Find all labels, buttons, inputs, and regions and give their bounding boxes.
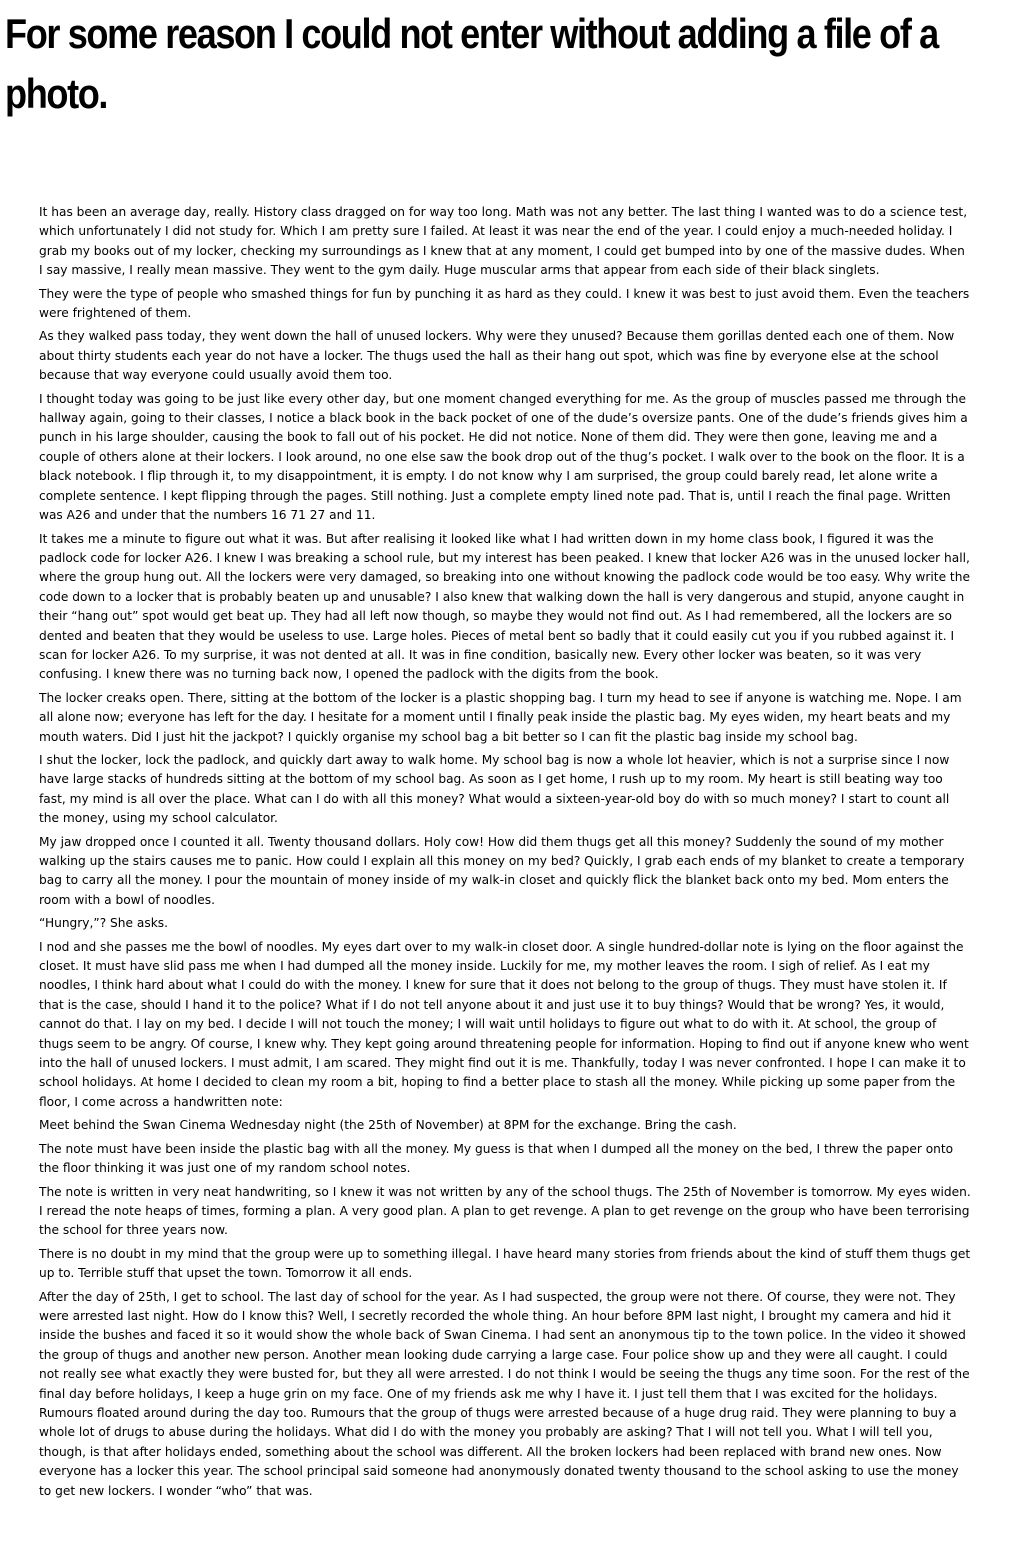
story-paragraph: “Hungry,”? She asks. xyxy=(39,916,168,931)
story-paragraph: My jaw dropped once I counted it all. Twenty thousand dollars. Holy cow! How did them thugs get all this money? Suddenly the sound of my mother walking up the stairs causes me to panic. How could I explain all this money on my bed? Quickly, I grab each ends of my blanket to create a temporary bag to carry all the money. I pour the mountain of money inside of my walk-in closet and quickly flick the blanket back onto my bed. Mom enters the room with a bowl of noodles. xyxy=(39,834,965,907)
page-title: For some reason I could not enter without adding a file of a photo. xyxy=(5,10,938,117)
story-paragraph: Meet behind the Swan Cinema Wednesday night (the 25th of November) at 8PM for the exchange. Bring the cash. xyxy=(39,1118,737,1133)
story-paragraph: The locker creaks open. There, sitting at the bottom of the locker is a plastic shopping bag. I turn my head to see if anyone is watching me. Nope. I am all alone now; everyone has left for the day. I hesitate for a moment until I finally peak inside the plastic bag. My eyes widen, my heart beats and my mouth waters. Did I just hit the jackpot? I quickly organise my school bag a bit better so I can fit the plastic bag inside my school bag. xyxy=(39,690,962,744)
story-paragraph: It takes me a minute to figure out what it was. But after realising it looked like what I had written down in my home class book, I figured it was the padlock code for locker A26. I knew I was breaking a school rule, but my interest has been peaked. I knew that locker A26 was in the unused locker hall, where the group hung out. All the lockers were very damaged, so breaking into one without knowing the padlock code would be too easy. Why write the code down to a locker that is probably beaten up and unusable? I also knew that walking down the hall is very dangerous and stupid, anyone caught in their “hang out” spot would get beat up. They had all left now though, so maybe they would not find out. As I had remembered, all the lockers are so dented and beaten that they would be useless to use. Large holes. Pieces of metal bent so badly that it could easily cut you if you rubbed against it. I scan for locker A26. To my surprise, it was not dented at all. It was in fine condition, basically new. Every other locker was beaten, so it was very confusing. I knew there was no turning back now, I opened the padlock with the digits from the book. xyxy=(39,531,970,682)
story-paragraph: I shut the locker, lock the padlock, and quickly dart away to walk home. My school bag is now a whole lot heavier, which is not a surprise since I now have large stacks of hundreds sitting at the bottom of my school bag. As soon as I get home, I rush up to my room. My heart is still beating way too fast, my mind is all over the place. What can I do with all this money? What would a sixteen-year-old boy do with so much money? I start to count all the money, using my school calculator. xyxy=(39,752,950,826)
story-paragraph: The note is written in very neat handwriting, so I knew it was not written by any of the school thugs. The 25th of November is tomorrow. My eyes widen. I reread the note heaps of times, forming a plan. A very good plan. A plan to get revenge. A plan to get revenge on the group who have been terrorising the school for three years now. xyxy=(39,1184,971,1238)
story-paragraph: It has been an average day, really. History class dragged on for way too long. Math was not any better. The last thing I wanted was to do a science test, which unfortunately I did not study for. Which I am pretty sure I failed. At least it was near the end of the year. I could enjoy a much-needed holiday. I grab my books out of my locker, checking my surroundings as I knew that at any moment, I could get bumped into by one of the massive dudes. When I say massive, I really mean massive. They went to the gym daily. Huge muscular arms that appear from each side of their black singlets. xyxy=(39,205,968,278)
story-paragraph: I thought today was going to be just like every other day, but one moment changed everything for me. As the group of muscles passed me through the hallway again, going to their classes, I notice a black book in the back pocket of one of the dude’s oversize pants. One of the dude’s friends gives him a punch in his large shoulder, causing the book to fall out of his pocket. He did not notice. None of them did. They were then gone, leaving me and a couple of others alone at their lockers. I look around, no one else saw the book drop out of the thug’s pocket. I walk over to the book on the floor. It is a black notebook. I flip through it, to my disappointment, it is empty. I do not know why I am surprised, the group could barely read, let alone write a complete sentence. I kept flipping through the pages. Still nothing. Just a complete empty lined note pad. That is, until I reach the final page. Written was A26 and under that the numbers 16 71 27 and 11. xyxy=(39,391,968,523)
story-body xyxy=(39,203,971,1505)
story-paragraph: I nod and she passes me the bowl of noodles. My eyes dart over to my walk-in closet door. A single hundred-dollar note is lying on the floor against the closet. It must have slid pass me when I had dumped all the money inside. Luckily for me, my mother leaves the room. I sigh of relief. As I eat my noodles, I think hard about what I could do with the money. I knew for sure that it does not belong to the group of thugs. They must have stolen it. If that is the case, should I hand it to the police? What if I do not tell anyone about it and just use it to buy things? Would that be wrong? Yes, it would, cannot do that. I lay on my bed. I decide I will not touch the money; I will wait until holidays to figure out what to do with it. At school, the group of thugs seem to be angry. Of course, I knew why. They kept going around threatening people for information. Hoping to find out if anyone knew who went into the hall of unused lockers. I must admit, I am scared. They might find out it is me. Thankfully, today I was never confronted. I hope I can make it to school holidays. At home I decided to clean my room a bit, hoping to find a better place to stash all the money. While picking up some paper from the floor, I come across a handwritten note: xyxy=(39,939,969,1109)
story-paragraph: They were the type of people who smashed things for fun by punching it as hard as they could. I knew it was best to just avoid them. Even the teachers were frightened of them. xyxy=(39,286,970,321)
story-paragraph: After the day of 25th, I get to school. The last day of school for the year. As I had suspected, the group were not there. Of course, they were not. They were arrested last night. How do I know this? Well, I secretly recorded the whole thing. An hour before 8PM last night, I brought my camera and hid it inside the bushes and faced it so it would show the whole back of Swan Cinema. I had sent an anonymous tip to the town police. In the video it showed the group of thugs and another new person. Another mean looking dude carrying a large case. Four police show up and they were all caught. I could not really see what exactly they were busted for, but they all were arrested. I do not think I would be seeing the thugs any time soon. For the rest of the final day before holidays, I keep a huge grin on my face. One of my friends ask me why I have it. I just tell them that I was excited for the holidays. Rumours floated around during the day too. Rumours that the group of thugs were arrested because of a huge drug raid. They were planning to buy a whole lot of drugs to abuse during the holidays. What did I do with the money you probably are asking? That I will not tell you. What I will tell you, though, is that after holidays ended, something about the school was different. All the broken lockers had been replaced with brand new ones. Now everyone has a locker this year. The school principal said someone had anonymously donated twenty thousand to the school asking to use the money to get new lockers. I wonder “who” that was. xyxy=(39,1289,970,1498)
story-paragraph: As they walked pass today, they went down the hall of unused lockers. Why were they unused? Because them gorillas dented each one of them. Now about thirty students each year do not have a locker. The thugs used the hall as their hang out spot, which was fine by everyone else at the school because that way everyone could usually avoid them too. xyxy=(39,329,955,383)
story-paragraph: The note must have been inside the plastic bag with all the money. My guess is that when I dumped all the money on the bed, I threw the paper onto the floor thinking it was just one of my random school notes. xyxy=(39,1141,954,1176)
story-paragraph: There is no doubt in my mind that the group were up to something illegal. I have heard many stories from friends about the kind of stuff them thugs get up to. Terrible stuff that upset the town. Tomorrow it all ends. xyxy=(39,1246,971,1281)
